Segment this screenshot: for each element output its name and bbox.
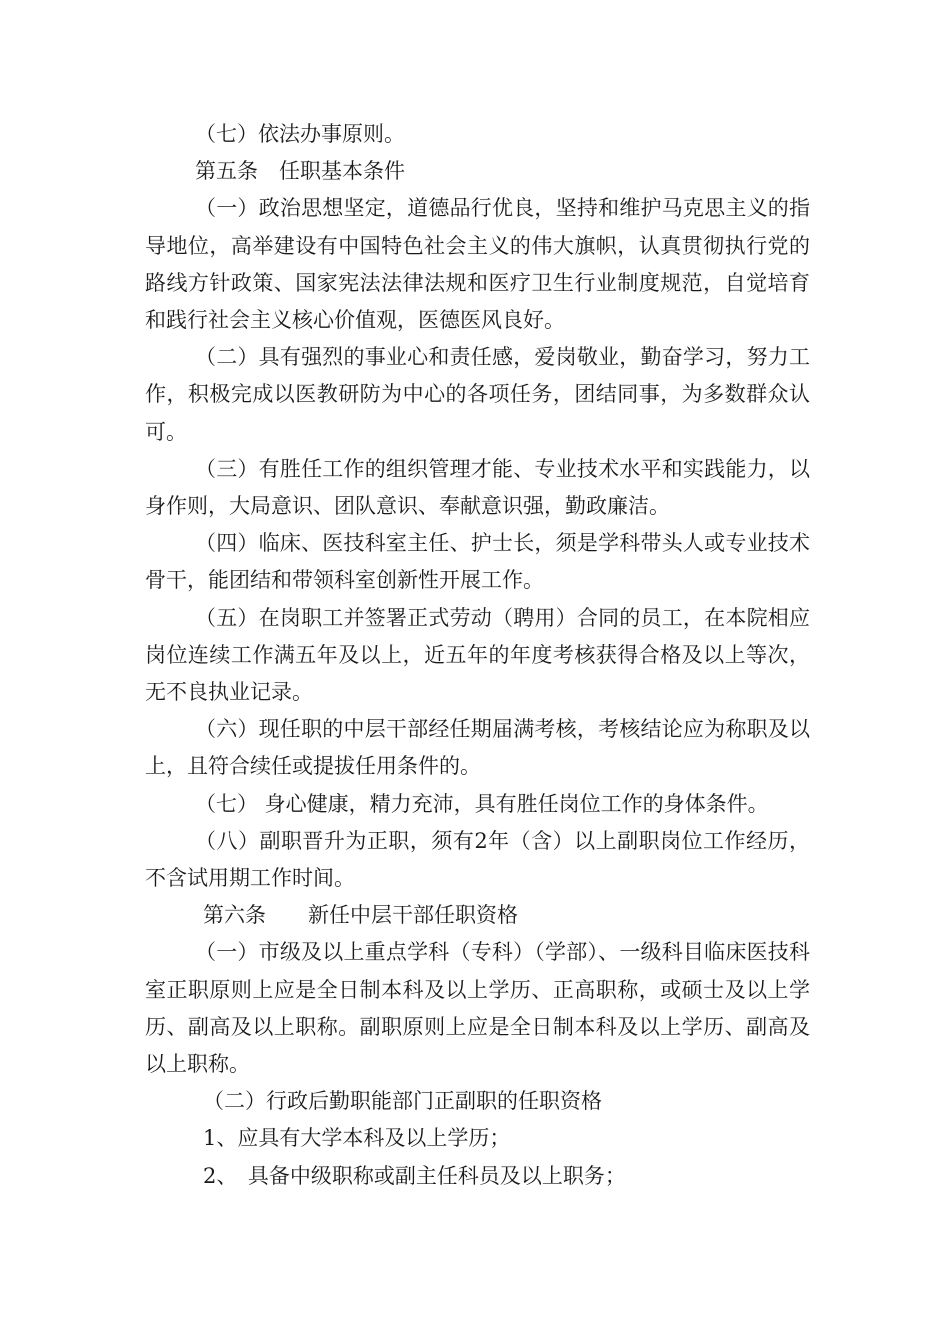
article-5-item-3: （三）有胜任工作的组织管理才能、专业技术水平和实践能力，以身作则，大局意识、团队意识、奉献意识强，勤政廉洁。	[145, 456, 810, 519]
article-5-heading: 第五条 任职基本条件	[195, 159, 405, 184]
article-6-item-2: （二）行政后勤职能部门正副职的任职资格	[203, 1089, 602, 1114]
article-5-item-5: （五）在岗职工并签署正式劳动（聘用）合同的员工，在本院相应岗位连续工作满五年及以上，近五年的年度考核获得合格及以上等次，无不良执业记录。	[145, 605, 810, 705]
article-5-item-6: （六）现任职的中层干部经任期届满考核，考核结论应为称职及以上，且符合续任或提拔任用条件的。	[145, 717, 810, 779]
article-6-heading: 第六条 新任中层干部任职资格	[203, 903, 518, 928]
article-6-item-1: （一）市级及以上重点学科（专科）（学部）、一级科目临床医技科室正职原则上应是全日制本科及以上学历、正高职称，或硕士及以上学历、副高及以上职称。副职原则上应是全日制本科及以上学历、副高及以上职称。	[145, 940, 810, 1077]
article-5-item-2: （二）具有强烈的事业心和责任感，爱岗敬业，勤奋学习，努力工作，积极完成以医教研防为中心的各项任务，团结同事，为多数群众认可。	[145, 345, 810, 444]
article-5-item-8: （八）副职晋升为正职，须有2年（含）以上副职岗位工作经历，不含试用期工作时间。	[145, 828, 810, 891]
article-6-item-2-sub-2: 2、 具备中级职称或副主任科员及以上职务；	[203, 1163, 626, 1188]
document-body	[145, 116, 810, 1195]
article-5-item-1: （一）政治思想坚定，道德品行优良，坚持和维护马克思主义的指导地位，高举建设有中国特色社会主义的伟大旗帜，认真贯彻执行党的路线方针政策、国家宪法法律法规和医疗卫生行业制度规范，自觉培育和践行社会主义核心价值观，医德医风良好。	[145, 196, 810, 333]
article-5-item-4: （四）临床、医技科室主任、护士长，须是学科带头人或专业技术骨干，能团结和带领科室创新性开展工作。	[145, 531, 810, 593]
clause-7-lawful-principle: （七）依法办事原则。	[195, 122, 405, 146]
article-5-item-7: （七） 身心健康，精力充沛，具有胜任岗位工作的身体条件。	[195, 791, 769, 816]
article-6-item-2-sub-1: 1、应具有大学本科及以上学历；	[203, 1126, 511, 1151]
